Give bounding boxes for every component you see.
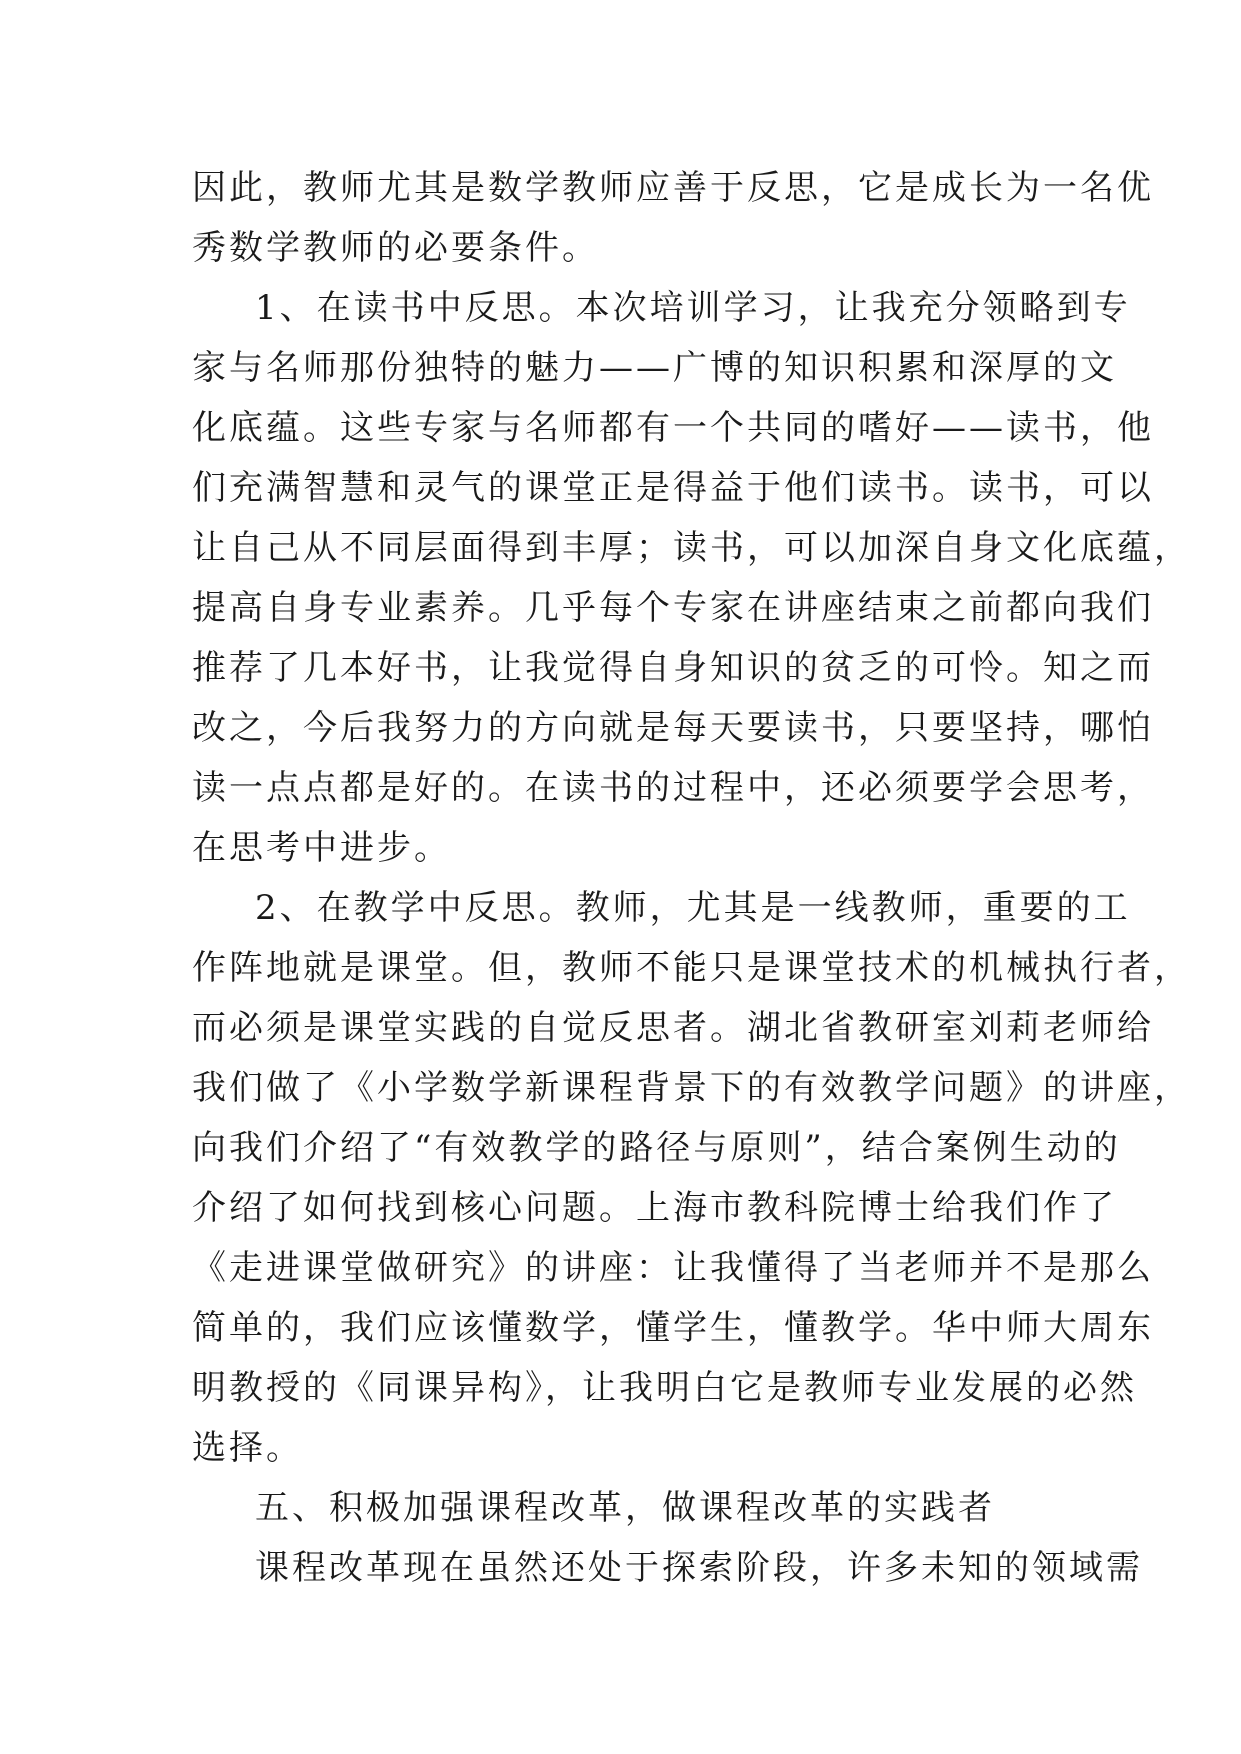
text-line: 作阵地就是课堂。但，教师不能只是课堂技术的机械执行者，: [192, 948, 1191, 988]
text-line: 介绍了如何找到核心问题。上海市教科院博士给我们作了: [192, 1188, 1117, 1228]
text-line: 们充满智慧和灵气的课堂正是得益于他们读书。读书，可以: [192, 468, 1154, 508]
text-line: 而必须是课堂实践的自觉反思者。湖北省教研室刘莉老师给: [192, 1008, 1154, 1048]
text-line: 让自己从不同层面得到丰厚；读书，可以加深自身文化底蕴，: [192, 528, 1191, 568]
text-line: 课程改革现在虽然还处于探索阶段，许多未知的领域需: [255, 1548, 1143, 1588]
text-line: 推荐了几本好书，让我觉得自身知识的贫乏的可怜。知之而: [192, 648, 1154, 688]
text-line: 读一点点都是好的。在读书的过程中，还必须要学会思考，: [192, 768, 1154, 808]
text-line: 简单的，我们应该懂数学，懂学生，懂教学。华中师大周东: [192, 1308, 1154, 1348]
text-line: 化底蕴。这些专家与名师都有一个共同的嗜好——读书，他: [192, 408, 1154, 448]
text-line: 家与名师那份独特的魅力——广博的知识积累和深厚的文: [192, 348, 1117, 388]
text-line: 提高自身专业素养。几乎每个专家在讲座结束之前都向我们: [192, 588, 1154, 628]
text-line: 秀数学教师的必要条件。: [192, 228, 599, 268]
section-heading: 五、积极加强课程改革，做课程改革的实践者: [255, 1488, 995, 1528]
text-line: 改之，今后我努力的方向就是每天要读书，只要坚持，哪怕: [192, 708, 1154, 748]
text-line: 我们做了《小学数学新课程背景下的有效教学问题》的讲座，: [192, 1068, 1191, 1108]
paragraph-heading-reading: 1、在读书中反思。本次培训学习，让我充分领略到专: [255, 288, 1131, 328]
text-line: 向我们介绍了“有效教学的路径与原则”，结合案例生动的: [192, 1128, 1121, 1168]
body-text: [192, 158, 1191, 1598]
text-line: 选择。: [192, 1428, 303, 1468]
paragraph-heading-teaching: 2、在教学中反思。教师，尤其是一线教师，重要的工: [255, 888, 1131, 928]
text-line: 因此，教师尤其是数学教师应善于反思，它是成长为一名优: [192, 168, 1154, 208]
text-line: 《走进课堂做研究》的讲座：让我懂得了当老师并不是那么: [192, 1248, 1154, 1288]
text-line: 在思考中进步。: [192, 828, 451, 868]
text-line: 明教授的《同课异构》，让我明白它是教师专业发展的必然: [192, 1368, 1137, 1408]
